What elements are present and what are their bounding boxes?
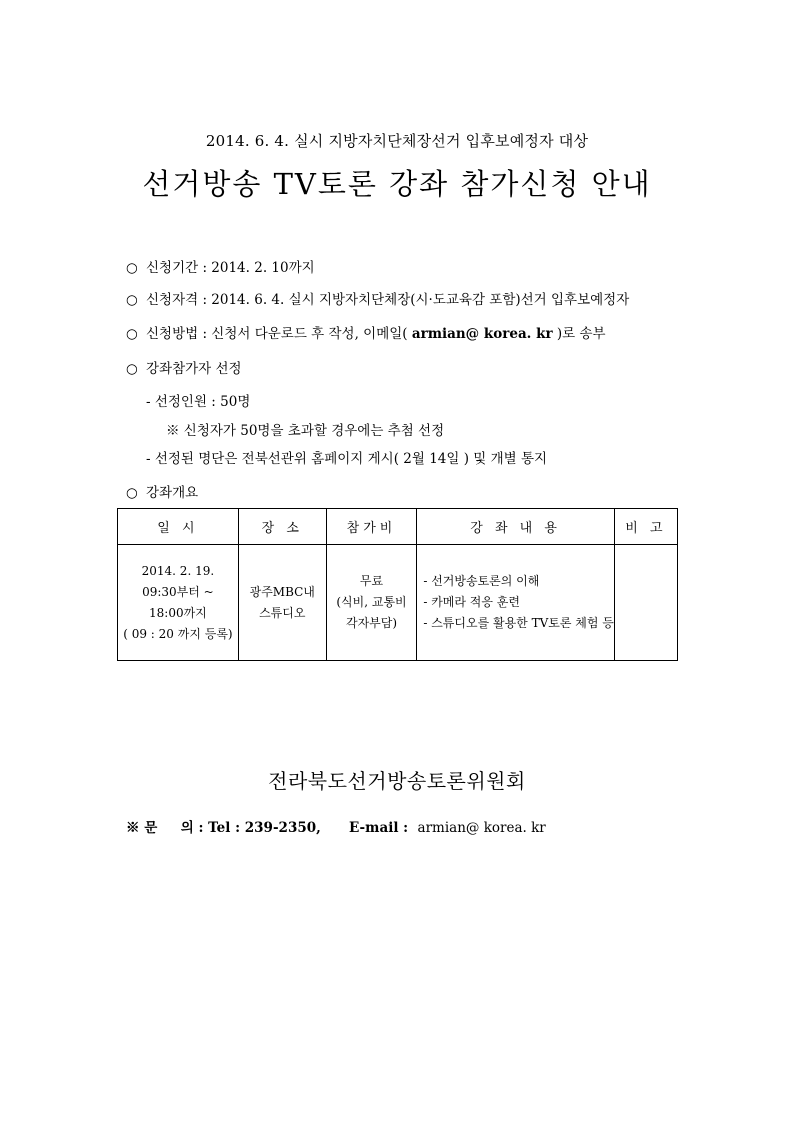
header-place: 장 소 xyxy=(238,509,326,545)
table-header-row xyxy=(118,509,678,545)
selection-heading: 강좌참가자 선정 xyxy=(146,361,242,377)
course-table xyxy=(117,508,678,661)
circle-bullet-icon: ○ xyxy=(126,485,138,501)
fee-line: 무료 xyxy=(359,574,384,588)
qualification-item xyxy=(126,288,629,308)
selection-note: ※ 신청자가 50명을 초과할 경우에는 추첨 선정 xyxy=(166,423,445,439)
method-text: 신청방법 : 신청서 다운로드 후 작성, 이메일( xyxy=(146,326,412,342)
circle-bullet-icon: ○ xyxy=(126,260,138,276)
date-line: 18:00까지 xyxy=(149,605,207,620)
circle-bullet-icon: ○ xyxy=(126,361,138,377)
selection-notice: - 선정된 명단은 전북선관위 홈페이지 게시( 2월 14일 ) 및 개별 통지 xyxy=(146,451,548,467)
document-title: 선거방송 TV토론 강좌 참가신청 안내 xyxy=(142,167,652,201)
contact-email-link[interactable]: armian@ korea. kr xyxy=(417,820,546,836)
document-subtitle: 2014. 6. 4. 실시 지방자치단체장선거 입후보예정자 대상 xyxy=(205,132,589,150)
fee-line: (식비, 교통비 xyxy=(336,595,407,609)
cell-fee xyxy=(326,545,417,661)
date-line: ( 09 : 20 까지 등록) xyxy=(123,626,233,641)
place-line: 광주MBC내 xyxy=(249,584,315,599)
content-line: - 카메라 적응 훈련 xyxy=(423,595,520,609)
cell-content xyxy=(417,545,615,661)
cell-datetime xyxy=(118,545,239,661)
method-suffix: )로 송부 xyxy=(552,326,606,342)
method-item xyxy=(126,322,606,342)
organization-name: 전라북도선거방송토론위원회 xyxy=(268,769,526,793)
period-item xyxy=(126,256,315,276)
content-line: - 스튜디오를 활용한 TV토론 체험 등 xyxy=(423,616,614,630)
date-line: 2014. 2. 19. xyxy=(141,563,215,578)
header-datetime: 일 시 xyxy=(118,509,239,545)
header-note: 비 고 xyxy=(614,509,677,545)
cell-place xyxy=(238,545,326,661)
fee-line: 각자부담) xyxy=(345,616,398,630)
period-text: 신청기간 : 2014. 2. 10까지 xyxy=(146,260,315,276)
header-fee: 참가비 xyxy=(326,509,417,545)
date-line: 09:30부터 ~ xyxy=(142,584,214,599)
contact-info xyxy=(126,816,546,836)
qualification-text: 신청자격 : 2014. 6. 4. 실시 지방자치단체장(시·도교육감 포함)선거 입후보예정자 xyxy=(146,292,630,308)
header-content: 강 좌 내 용 xyxy=(417,509,615,545)
circle-bullet-icon: ○ xyxy=(126,292,138,308)
overview-heading: 강좌개요 xyxy=(146,485,199,501)
selection-item xyxy=(126,357,242,377)
contact-label: ※ 문 의 : Tel : 239-2350, E-mail : xyxy=(126,820,418,836)
table-row xyxy=(118,545,678,661)
circle-bullet-icon: ○ xyxy=(126,326,138,342)
overview-item xyxy=(126,481,198,501)
place-line: 스튜디오 xyxy=(259,605,306,620)
method-email-link[interactable]: armian@ korea. kr xyxy=(411,326,553,342)
cell-note xyxy=(614,545,677,661)
selection-count: - 선정인원 : 50명 xyxy=(146,394,251,410)
content-line: - 선거방송토론의 이해 xyxy=(423,574,540,588)
